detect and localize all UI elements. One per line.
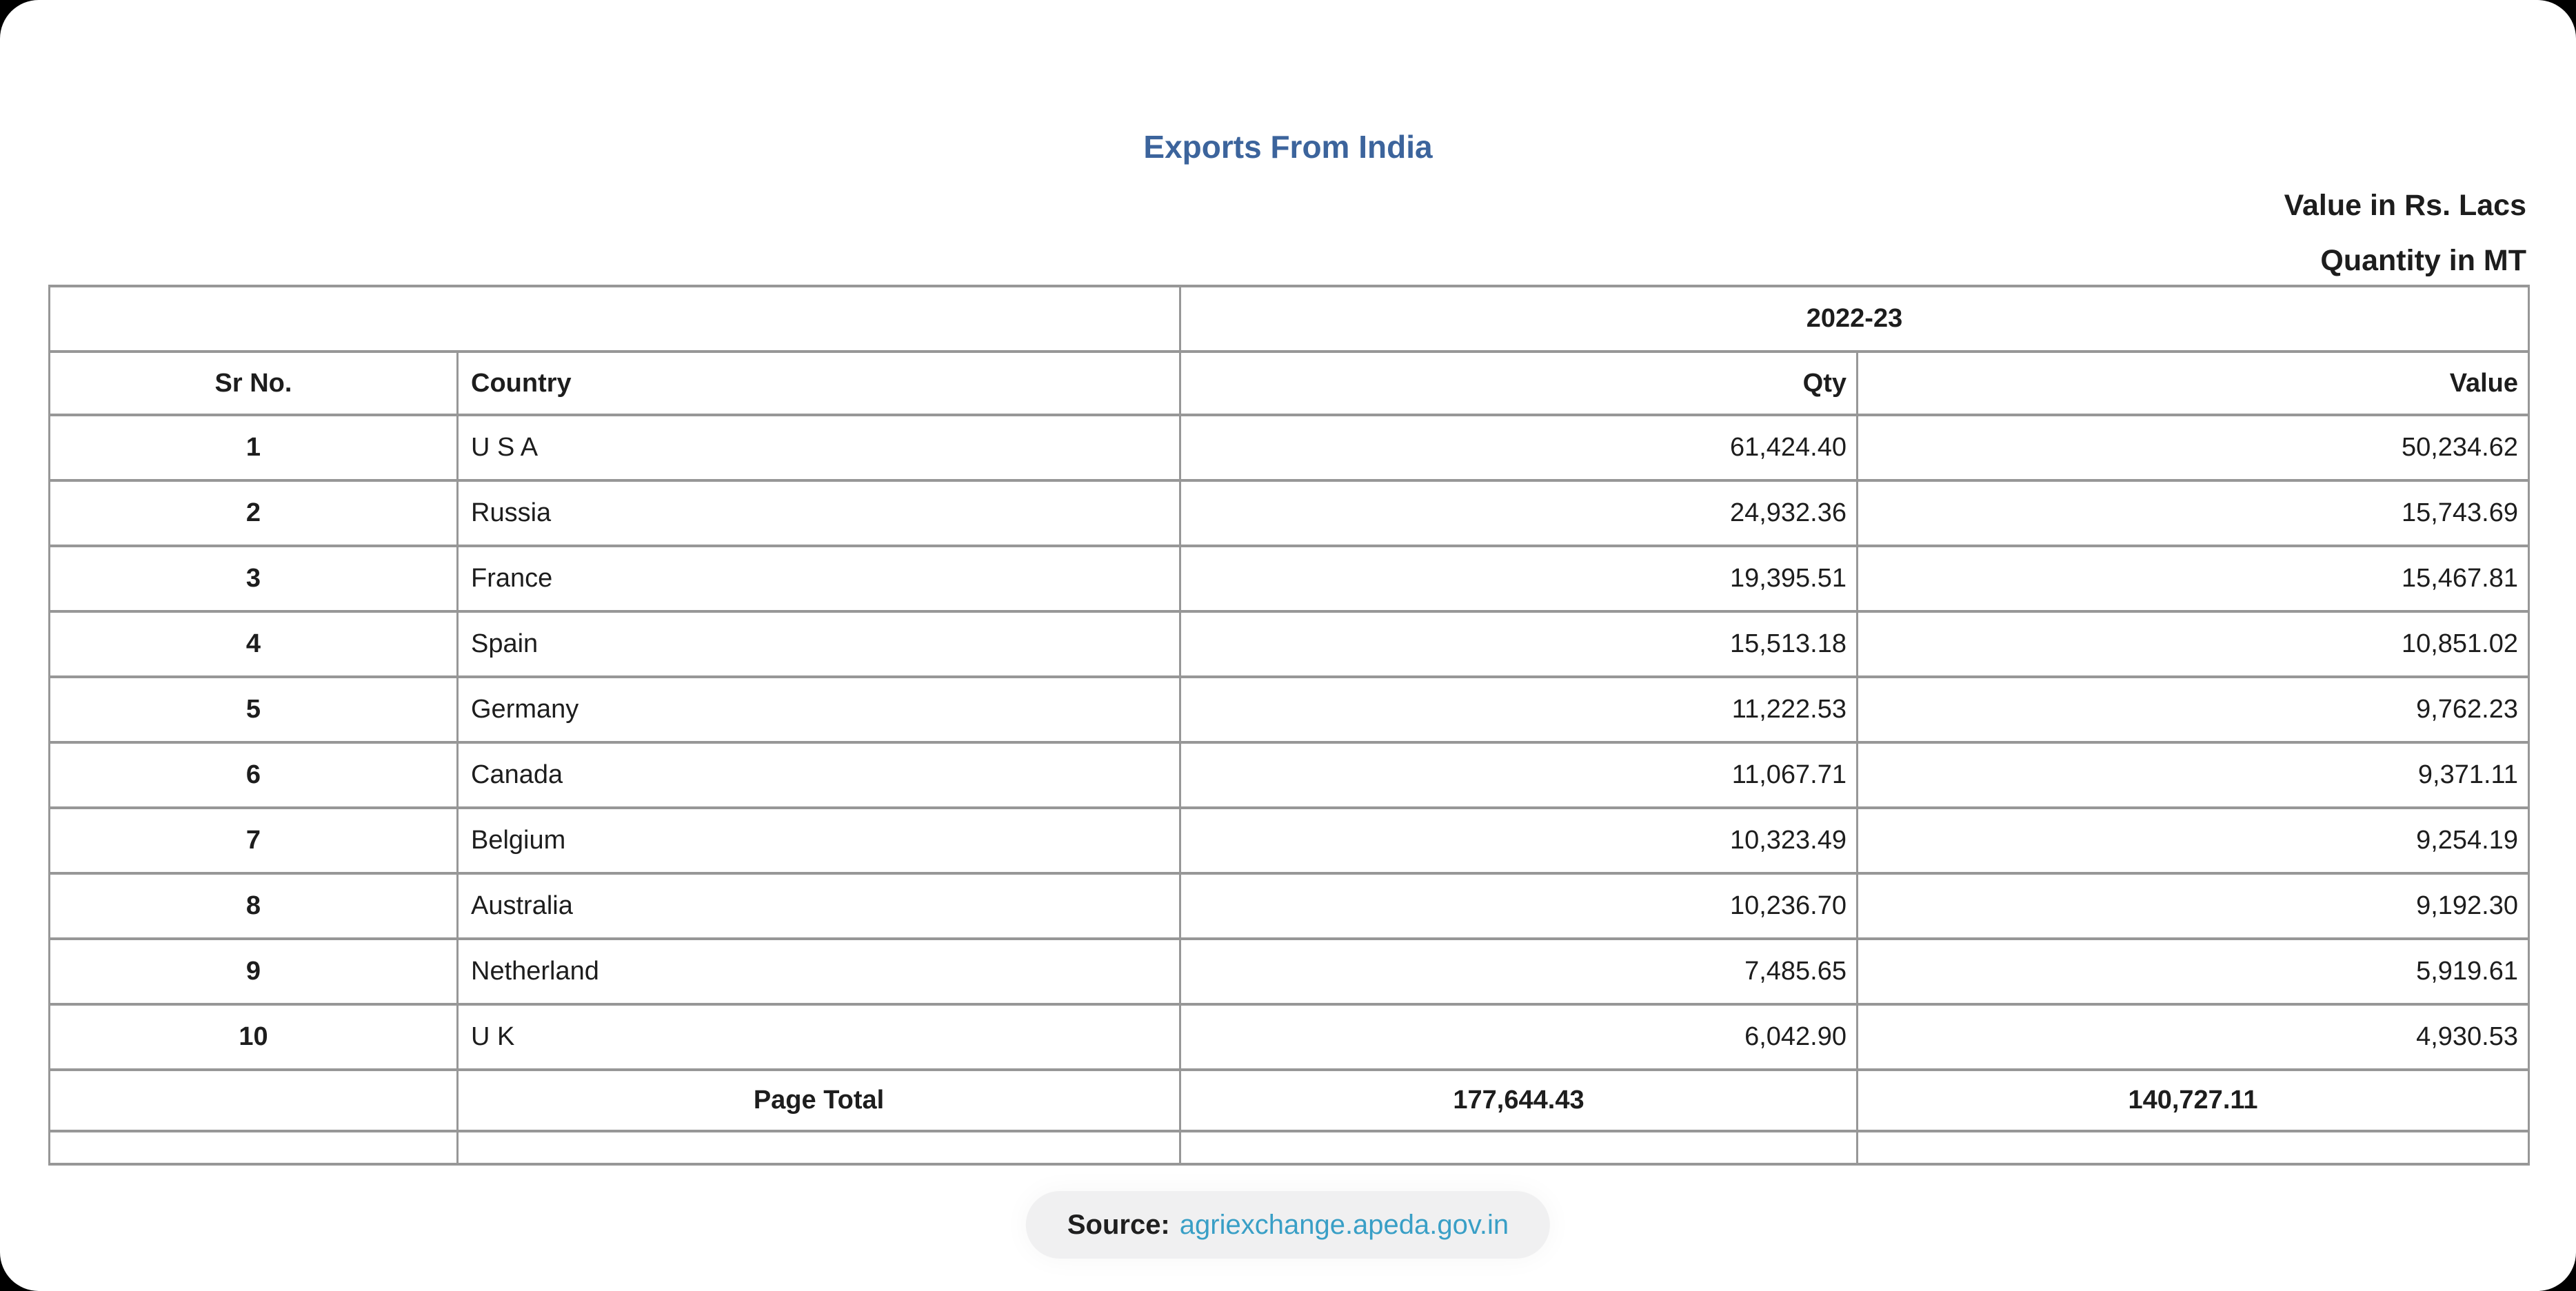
row-sr-cell: 6 (50, 742, 458, 808)
exports-table (48, 285, 2530, 1166)
page-total-value: 140,727.11 (1858, 1070, 2529, 1131)
table-row (50, 480, 2529, 546)
row-value-cell: 9,192.30 (1858, 873, 2529, 939)
table-row (50, 611, 2529, 677)
exports-table-body (50, 286, 2529, 1164)
source-pill (1026, 1191, 1550, 1259)
row-value-cell: 10,851.02 (1858, 611, 2529, 677)
table-row (50, 939, 2529, 1004)
table-row (50, 873, 2529, 939)
row-value-cell: 9,762.23 (1858, 677, 2529, 742)
empty-cell (1858, 1131, 2529, 1164)
column-header-row (50, 352, 2529, 415)
page-total-spacer-cell (50, 1070, 458, 1131)
row-value-cell: 50,234.62 (1858, 415, 2529, 480)
source-label: Source: (1067, 1209, 1170, 1240)
unit-notes (2284, 178, 2526, 288)
row-country-cell: Australia (458, 873, 1180, 939)
table-row (50, 677, 2529, 742)
row-sr-cell: 2 (50, 480, 458, 546)
row-value-cell: 15,743.69 (1858, 480, 2529, 546)
row-country-cell: U S A (458, 415, 1180, 480)
column-header-country: Country (458, 352, 1180, 415)
year-header-row (50, 286, 2529, 352)
row-qty-cell: 11,222.53 (1180, 677, 1858, 742)
year-header-spacer-cell (50, 286, 1180, 352)
empty-cell (1180, 1131, 1858, 1164)
row-qty-cell: 6,042.90 (1180, 1004, 1858, 1070)
row-value-cell: 9,254.19 (1858, 808, 2529, 873)
year-header-cell: 2022-23 (1180, 286, 2529, 352)
row-sr-cell: 10 (50, 1004, 458, 1070)
row-country-cell: Canada (458, 742, 1180, 808)
table-row (50, 1004, 2529, 1070)
page-total-label: Page Total (458, 1070, 1180, 1131)
row-sr-cell: 7 (50, 808, 458, 873)
row-country-cell: Netherland (458, 939, 1180, 1004)
row-qty-cell: 24,932.36 (1180, 480, 1858, 546)
row-sr-cell: 3 (50, 546, 458, 611)
table-row (50, 415, 2529, 480)
column-header-sr: Sr No. (50, 352, 458, 415)
row-sr-cell: 4 (50, 611, 458, 677)
row-sr-cell: 5 (50, 677, 458, 742)
column-header-qty: Qty (1180, 352, 1858, 415)
row-country-cell: Belgium (458, 808, 1180, 873)
page-total-qty: 177,644.43 (1180, 1070, 1858, 1131)
row-qty-cell: 61,424.40 (1180, 415, 1858, 480)
row-value-cell: 4,930.53 (1858, 1004, 2529, 1070)
row-value-cell: 5,919.61 (1858, 939, 2529, 1004)
row-country-cell: Germany (458, 677, 1180, 742)
table-row (50, 742, 2529, 808)
table-row (50, 546, 2529, 611)
row-qty-cell: 11,067.71 (1180, 742, 1858, 808)
row-sr-cell: 1 (50, 415, 458, 480)
row-qty-cell: 10,323.49 (1180, 808, 1858, 873)
row-value-cell: 15,467.81 (1858, 546, 2529, 611)
empty-cell (50, 1131, 458, 1164)
row-qty-cell: 19,395.51 (1180, 546, 1858, 611)
table-bottom-empty-row (50, 1131, 2529, 1164)
row-country-cell: U K (458, 1004, 1180, 1070)
table-row (50, 808, 2529, 873)
row-country-cell: Spain (458, 611, 1180, 677)
page-total-row (50, 1070, 2529, 1131)
row-sr-cell: 9 (50, 939, 458, 1004)
row-qty-cell: 15,513.18 (1180, 611, 1858, 677)
empty-cell (458, 1131, 1180, 1164)
row-sr-cell: 8 (50, 873, 458, 939)
row-country-cell: France (458, 546, 1180, 611)
source-link[interactable]: agriexchange.apeda.gov.in (1179, 1209, 1509, 1240)
column-header-value: Value (1858, 352, 2529, 415)
row-country-cell: Russia (458, 480, 1180, 546)
row-qty-cell: 7,485.65 (1180, 939, 1858, 1004)
row-qty-cell: 10,236.70 (1180, 873, 1858, 939)
unit-note-value: Value in Rs. Lacs (2284, 189, 2526, 222)
row-value-cell: 9,371.11 (1858, 742, 2529, 808)
page-title: Exports From India (1143, 129, 1433, 165)
unit-note-quantity: Quantity in MT (2320, 244, 2526, 277)
